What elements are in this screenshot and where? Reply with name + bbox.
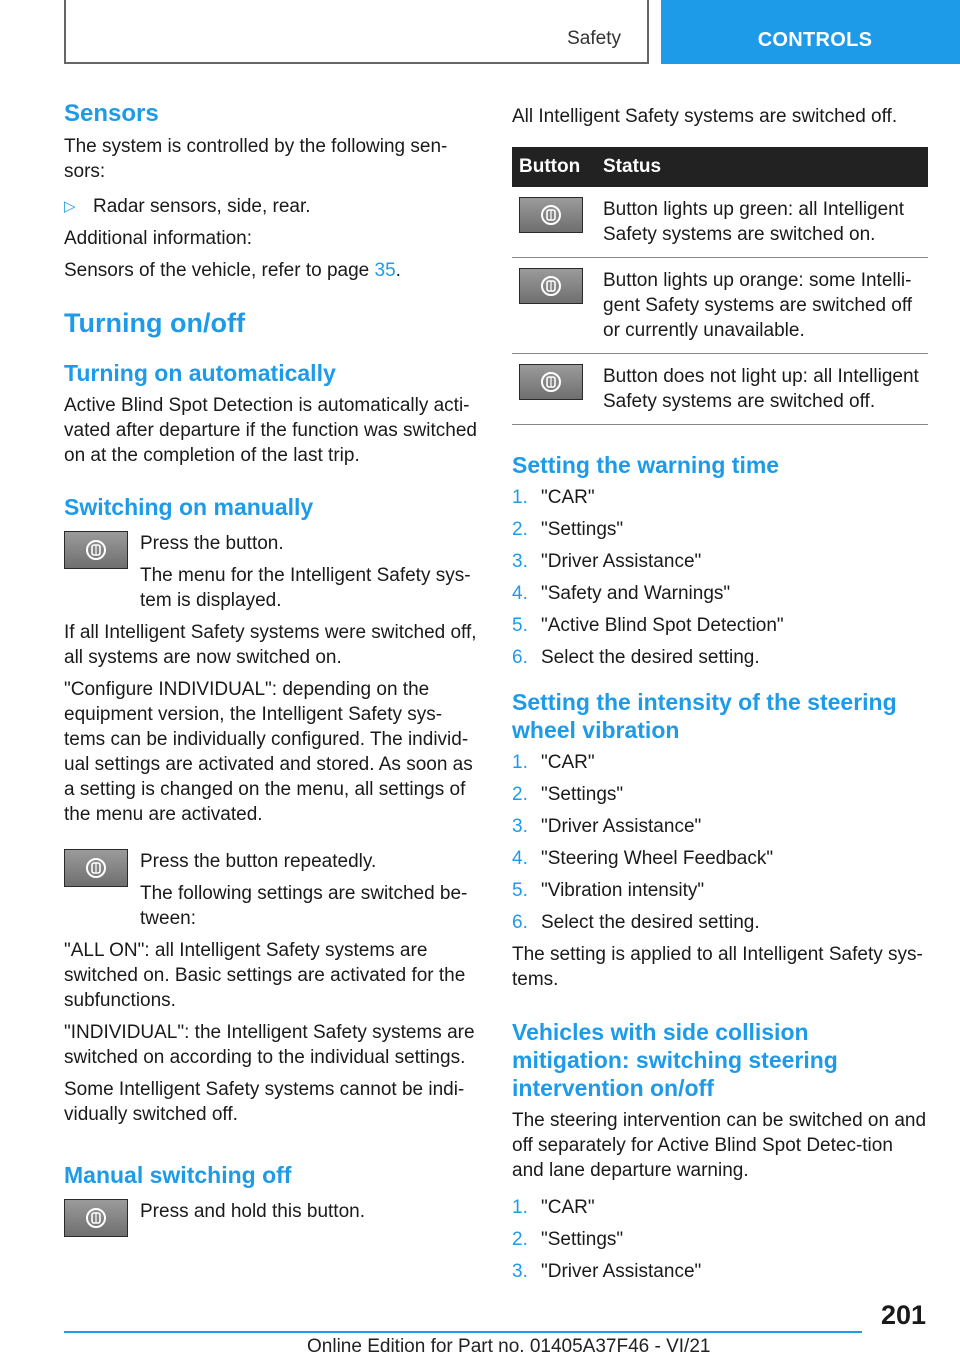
table-row	[512, 258, 928, 354]
list-item: 2. "Settings"	[512, 784, 624, 805]
table-cell-status: Button lights up green: all Intelligent Safety systems are switched on.	[596, 187, 928, 258]
list-item: 4. "Safety and Warnings"	[512, 583, 731, 604]
intelligent-safety-button-icon	[64, 1199, 128, 1237]
header-left-box	[64, 0, 649, 64]
press-repeatedly-text: Press the button repeatedly.	[140, 851, 377, 872]
list-item: 1. "CAR"	[512, 487, 595, 508]
collision-steps	[512, 1195, 928, 1284]
press-button-row	[64, 531, 480, 613]
some-cannot-text: Some Intelligent Safety systems cannot be indi-vidually switched off.	[64, 1079, 465, 1125]
list-item: 3. "Driver Assistance"	[512, 816, 702, 837]
intensity-steps	[512, 750, 928, 935]
all-on-text: "ALL ON": all Intelligent Safety systems are switched on. Basic settings are activated for the subfunctions.	[64, 940, 466, 1011]
turning-heading: Turning on/off	[64, 308, 245, 338]
page-number: 201	[880, 1300, 926, 1330]
list-item: 5. "Vibration intensity"	[512, 880, 705, 901]
following-settings-text: The following settings are switched be-tween:	[140, 883, 468, 929]
warning-steps	[512, 485, 928, 670]
list-item: 2. "Settings"	[512, 1229, 624, 1250]
list-item: 6. Select the desired setting.	[512, 912, 760, 933]
sensors-intro: The system is controlled by the following sen-sors:	[64, 136, 448, 182]
list-item: 3. "Driver Assistance"	[512, 551, 702, 572]
table-row	[512, 354, 928, 425]
footer-divider	[64, 1331, 862, 1333]
all-switched-off-text: If all Intelligent Safety systems were switched off, all systems are now switched on.	[64, 622, 477, 668]
table-cell-status: Button lights up orange: some Intelli-gent Safety systems are switched off or currently unavailable.	[596, 258, 928, 354]
collision-heading: Vehicles with side collision mitigation: switching steering intervention on/off	[512, 1019, 838, 1101]
sensors-reference-end: .	[395, 260, 401, 281]
left-column	[64, 100, 480, 1239]
press-hold-text: Press and hold this button.	[140, 1201, 365, 1222]
menu-displayed-text: The menu for the Intelligent Safety sys-tem is displayed.	[140, 565, 471, 611]
individual-text: "INDIVIDUAL": the Intelligent Safety systems are switched on according to the individual settings.	[64, 1022, 475, 1068]
warning-heading: Setting the warning time	[512, 452, 780, 478]
list-item: 1. "CAR"	[512, 752, 595, 773]
list-item	[64, 194, 480, 219]
auto-text: Active Blind Spot Detection is automatically acti-vated after departure if the function was switched on at the completion of the last trip.	[64, 395, 477, 466]
table-cell-status: Button does not light up: all Intelligent Safety systems are switched off.	[596, 354, 928, 425]
sensors-bullet-text: Radar sensors, side, rear.	[93, 196, 311, 217]
applied-text: The setting is applied to all Intelligent Safety sys-tems.	[512, 944, 923, 990]
list-item: 3. "Driver Assistance"	[512, 1261, 702, 1282]
status-table	[512, 147, 928, 425]
section-title: Safety	[567, 28, 621, 49]
right-column	[512, 100, 928, 1291]
edition-text: Online Edition for Part no. 01405A37F46 - VI/21	[307, 1336, 711, 1357]
list-item: 4. "Steering Wheel Feedback"	[512, 848, 774, 869]
list-item: 5. "Active Blind Spot Detection"	[512, 615, 784, 636]
intelligent-safety-button-icon	[519, 268, 583, 304]
intensity-heading: Setting the intensity of the steering wheel vibration	[512, 689, 897, 743]
sensors-heading: Sensors	[64, 100, 159, 127]
chapter-tab	[661, 0, 960, 64]
sensors-reference-text: Sensors of the vehicle, refer to page	[64, 260, 375, 281]
manual-heading: Switching on manually	[64, 494, 314, 520]
auto-heading: Turning on automatically	[64, 360, 336, 386]
off-heading: Manual switching off	[64, 1162, 292, 1188]
configure-text: "Configure INDIVIDUAL": depending on the equipment version, the Intelligent Safety sys-tems can be individually configured. The individ-ual settings are activated and stored. As soon as a setting is changed on the menu, all settings of the menu are activated.	[64, 679, 473, 825]
collision-text: The steering intervention can be switched on and off separately for Active Blind Spot Detec-tion and lane departure warning.	[512, 1110, 927, 1181]
list-item: 1. "CAR"	[512, 1197, 595, 1218]
press-repeatedly-row	[64, 849, 480, 931]
list-item: 6. Select the desired setting.	[512, 647, 760, 668]
triangle-bullet-icon: ▷	[64, 198, 76, 215]
table-header-button: Button	[512, 147, 596, 187]
press-button-text: Press the button.	[140, 533, 284, 554]
intelligent-safety-button-icon	[519, 197, 583, 233]
sensors-reference	[64, 258, 480, 283]
intelligent-safety-button-icon	[64, 849, 128, 887]
table-header-status: Status	[596, 147, 928, 187]
page-link[interactable]: 35	[374, 260, 396, 281]
press-hold-row	[64, 1199, 480, 1239]
list-item: 2. "Settings"	[512, 519, 624, 540]
all-off-text: All Intelligent Safety systems are switched off.	[512, 106, 898, 127]
table-row	[512, 187, 928, 258]
intelligent-safety-button-icon	[519, 364, 583, 400]
intelligent-safety-button-icon	[64, 531, 128, 569]
additional-info-label: Additional information:	[64, 228, 252, 249]
chapter-title: CONTROLS	[757, 29, 873, 51]
